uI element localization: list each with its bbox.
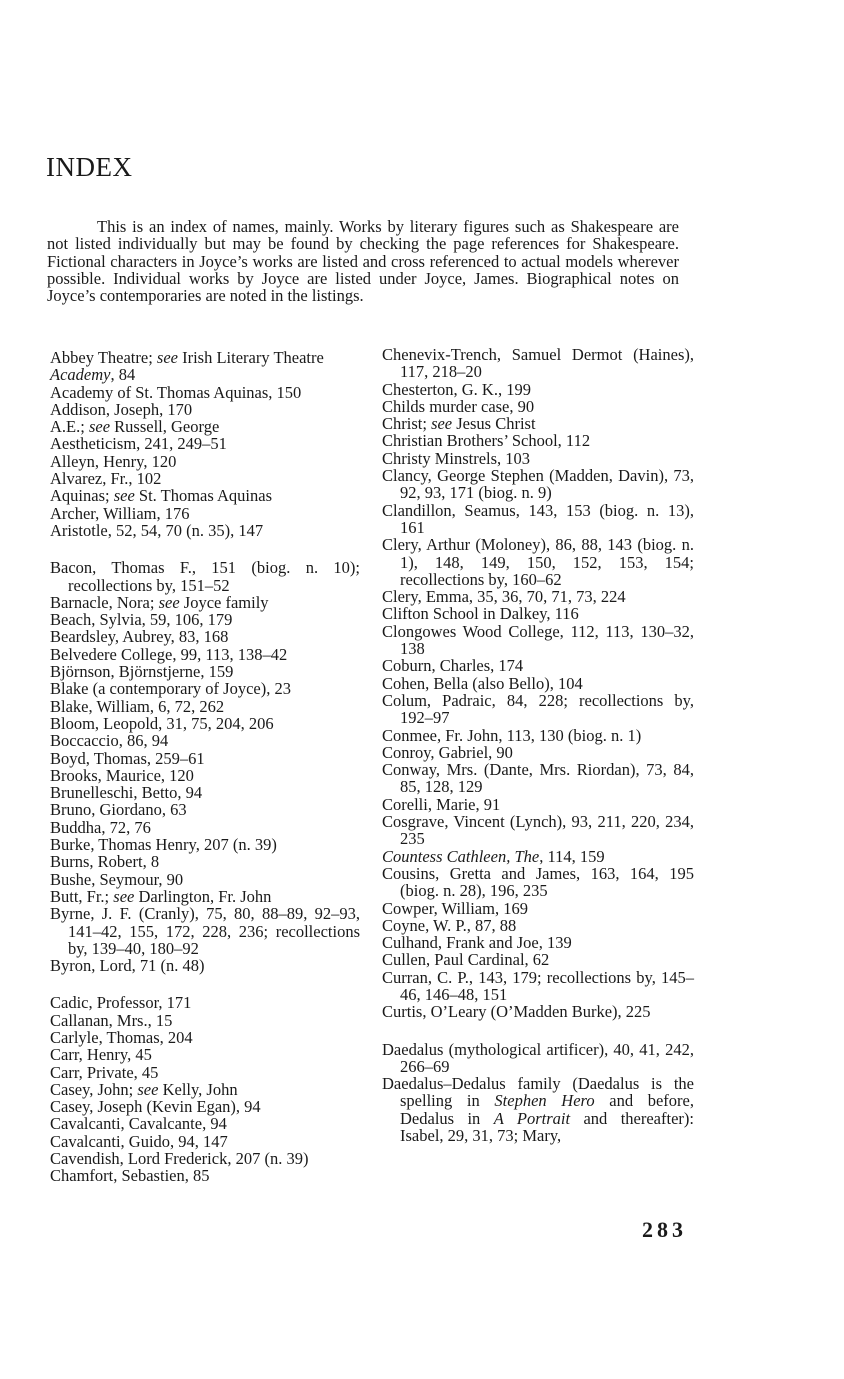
index-entry: Cousins, Gretta and James, 163, 164, 195 (biog. n. 28), 196, 235 [382, 863, 694, 901]
index-entry: Byrne, J. F. (Cranly), 75, 80, 88–89, 92–93, 141–42, 155, 172, 228, 236; recollections by, 139–40, 180–92 [50, 904, 360, 958]
index-entry: Barnacle, Nora; see Joyce family [50, 592, 269, 612]
index-entry: Addison, Joseph, 170 [50, 399, 193, 419]
index-entry: Cavalcanti, Guido, 94, 147 [50, 1131, 228, 1151]
index-entry: Clancy, George Stephen (Madden, Davin), 73, 92, 93, 171 (biog. n. 9) [382, 466, 694, 503]
index-entry: Cowper, William, 169 [382, 898, 528, 918]
index-entry: Clery, Arthur (Moloney), 86, 88, 143 (biog. n. 1), 148, 149, 150, 152, 153, 154; recollections by, 160–62 [382, 535, 694, 589]
index-entry: Colum, Padraic, 84, 228; recollections by, 192–97 [382, 690, 694, 728]
index-introduction: This is an index of names, mainly. Works by literary figures such as Shakespeare are not listed individually but may be found by checking the page references for Shakespeare. Fictional characters in Joyce’s works are listed and cross referenced to actual models wherever possible. Individual works by Joyce are listed under Joyce, James. Biographical notes on Joyce’s contemporaries are noted in the listings. [47, 217, 679, 306]
index-entry: Clery, Emma, 35, 36, 70, 71, 73, 224 [382, 587, 626, 607]
index-entry: Björnson, Björnstjerne, 159 [50, 662, 234, 682]
page-number: 283 [642, 1217, 687, 1242]
index-entry: Callanan, Mrs., 15 [50, 1010, 173, 1030]
index-entry: Belvedere College, 99, 113, 138–42 [50, 644, 288, 664]
letter-group-divider [50, 974, 360, 994]
index-entry: Conway, Mrs. (Dante, Mrs. Riordan), 73, 84, 85, 128, 129 [382, 760, 694, 797]
index-entry: Aquinas; see St. Thomas Aquinas [50, 486, 273, 506]
index-entry: Cohen, Bella (also Bello), 104 [382, 673, 583, 693]
index-entry: Beardsley, Aubrey, 83, 168 [50, 627, 229, 647]
index-entry: Christian Brothers’ School, 112 [382, 431, 591, 451]
index-entry: Brooks, Maurice, 120 [50, 765, 194, 785]
index-entry: Countess Cathleen, The, 114, 159 [382, 846, 605, 866]
index-entry: Blake, William, 6, 72, 262 [50, 696, 225, 716]
index-entry: Carr, Private, 45 [50, 1062, 159, 1082]
index-entry: Curtis, O’Leary (O’Madden Burke), 225 [382, 1002, 651, 1022]
index-entry: Christy Minstrels, 103 [382, 448, 531, 468]
index-entry: Daedalus (mythological artificer), 40, 41, 242, 266–69 [382, 1039, 694, 1076]
index-entry: Curran, C. P., 143, 179; recollections by, 145–46, 146–48, 151 [382, 967, 694, 1004]
index-entry: Clifton School in Dalkey, 116 [382, 604, 579, 624]
index-entry: Alleyn, Henry, 120 [50, 451, 177, 471]
letter-group-divider [50, 539, 360, 559]
index-entry: Byron, Lord, 71 (n. 48) [50, 956, 205, 976]
index-entry: Clongowes Wood College, 112, 113, 130–32, 138 [382, 621, 694, 659]
index-entry: Cavalcanti, Cavalcante, 94 [50, 1114, 227, 1134]
index-entry: Conroy, Gabriel, 90 [382, 742, 513, 762]
index-entry: Carlyle, Thomas, 204 [50, 1027, 193, 1047]
index-entry: Cosgrave, Vincent (Lynch), 93, 211, 220, 234, 235 [382, 812, 694, 849]
index-entry: Carr, Henry, 45 [50, 1045, 152, 1065]
index-entry: Beach, Sylvia, 59, 106, 179 [50, 610, 233, 630]
index-entry: Bacon, Thomas F., 151 (biog. n. 10); recollections by, 151–52 [50, 558, 360, 595]
index-entry: Culhand, Frank and Joe, 139 [382, 933, 572, 953]
index-entry: Bushe, Seymour, 90 [50, 869, 184, 889]
index-entry: Aristotle, 52, 54, 70 (n. 35), 147 [50, 520, 264, 540]
index-entry: Casey, John; see Kelly, John [50, 1079, 238, 1099]
index-entry: Cavendish, Lord Frederick, 207 (n. 39) [50, 1149, 309, 1169]
index-entry: Boccaccio, 86, 94 [50, 731, 169, 751]
index-entry: Bruno, Giordano, 63 [50, 800, 187, 820]
index-entry: Christ; see Jesus Christ [382, 414, 536, 434]
index-entry: Coburn, Charles, 174 [382, 656, 524, 676]
index-entry: Blake (a contemporary of Joyce), 23 [50, 679, 291, 699]
index-entry: Abbey Theatre; see Irish Literary Theatre [50, 348, 324, 367]
index-entry: Daedalus–Dedalus family (Daedalus is the spelling in Stephen Hero and before, Dedalus in A Portrait and thereafter): Isabel, 29, 31, 73; Mary, [382, 1074, 694, 1146]
index-entry: Academy of St. Thomas Aquinas, 150 [50, 382, 302, 402]
index-entry: Conmee, Fr. John, 113, 130 (biog. n. 1) [382, 725, 642, 745]
index-column-left [50, 349, 360, 1185]
index-entry: Chamfort, Sebastien, 85 [50, 1166, 210, 1186]
index-entry: Burns, Robert, 8 [50, 852, 160, 872]
page-title: INDEX [46, 152, 133, 182]
index-entry: Coyne, W. P., 87, 88 [382, 915, 517, 935]
index-column-right [382, 346, 694, 1144]
index-entry: Cadic, Professor, 171 [50, 993, 192, 1013]
index-entry: Butt, Fr.; see Darlington, Fr. John [50, 886, 272, 906]
index-entry: Casey, Joseph (Kevin Egan), 94 [50, 1097, 261, 1117]
index-entry: Brunelleschi, Betto, 94 [50, 783, 203, 803]
index-entry: Clandillon, Seamus, 143, 153 (biog. n. 13), 161 [382, 500, 694, 537]
index-entry: Buddha, 72, 76 [50, 817, 151, 837]
index-entry: A.E.; see Russell, George [50, 417, 220, 437]
index-entry: Bloom, Leopold, 31, 75, 204, 206 [50, 713, 274, 733]
index-entry: Aestheticism, 241, 249–51 [50, 434, 227, 454]
index-entry: Alvarez, Fr., 102 [50, 469, 162, 489]
index-entry: Archer, William, 176 [50, 503, 190, 523]
letter-group-divider [382, 1021, 694, 1041]
index-entry: Boyd, Thomas, 259–61 [50, 748, 205, 768]
index-entry: Childs murder case, 90 [382, 396, 535, 416]
index-entry: Chesterton, G. K., 199 [382, 379, 531, 399]
index-entry: Burke, Thomas Henry, 207 (n. 39) [50, 835, 277, 855]
index-entry: Cullen, Paul Cardinal, 62 [382, 950, 550, 970]
index-entry: Corelli, Marie, 91 [382, 794, 501, 814]
index-entry: Academy, 84 [50, 365, 136, 385]
index-entry: Chenevix-Trench, Samuel Dermot (Haines), 117, 218–20 [382, 345, 694, 382]
